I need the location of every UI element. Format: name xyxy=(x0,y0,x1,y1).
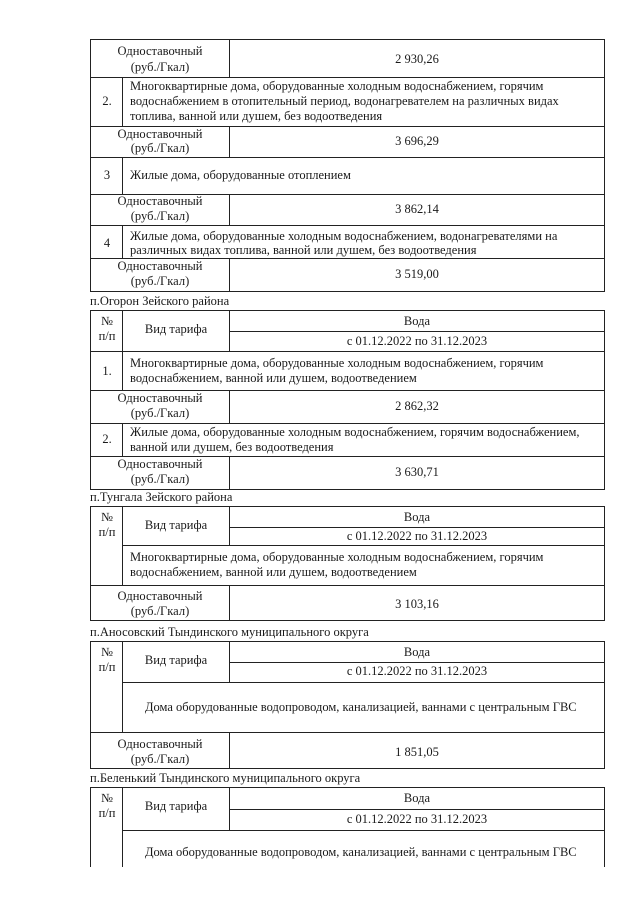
header-service: Вода xyxy=(403,510,431,524)
header-tariff-type: Вид тарифа xyxy=(144,653,208,667)
section-title: п.Аносовский Тындинского муниципального округа xyxy=(90,625,369,639)
unit-label-l1: Одноставочный xyxy=(117,127,203,141)
unit-label-l2: (руб./Гкал) xyxy=(130,604,190,618)
header-number: № xyxy=(101,510,113,524)
row-description: водоснабжением, ванной или душем, водоотведением xyxy=(130,371,417,385)
header-tariff-type: Вид тарифа xyxy=(144,322,208,336)
header-number: № xyxy=(101,314,113,328)
unit-label-l2: (руб./Гкал) xyxy=(130,141,190,155)
row-description: Жилые дома, оборудованные холодным водоснабжением, водонагревателями на xyxy=(130,229,558,243)
header-number: № xyxy=(101,791,113,805)
row-description: водоснабжением в отопительный период, водонагревателем на различных видах xyxy=(130,94,559,108)
header-number: п/п xyxy=(98,525,116,539)
unit-label-l1: Одноставочный xyxy=(117,44,203,58)
row-description: водоснабжением, ванной или душем, водоотведением xyxy=(130,565,417,579)
row-number: 3 xyxy=(103,168,111,182)
row-number: 1. xyxy=(102,364,112,378)
header-tariff-type: Вид тарифа xyxy=(144,799,208,813)
unit-label-l1: Одноставочный xyxy=(117,391,203,405)
header-tariff-type: Вид тарифа xyxy=(144,518,208,532)
row-description: Многоквартирные дома, оборудованные холодным водоснабжением, горячим xyxy=(130,79,544,93)
unit-label-l2: (руб./Гкал) xyxy=(130,274,190,288)
row-description: Жилые дома, оборудованные отоплением xyxy=(130,168,351,182)
row-description: различных видах топлива, ванной или душем, без водоотведения xyxy=(130,243,477,257)
tariff-value: 3 103,16 xyxy=(395,597,439,611)
header-number: п/п xyxy=(98,660,116,674)
header-service: Вода xyxy=(403,791,431,805)
unit-label-l1: Одноставочный xyxy=(117,457,203,471)
header-service: Вода xyxy=(403,645,431,659)
header-service: Вода xyxy=(403,314,431,328)
unit-label-l2: (руб./Гкал) xyxy=(130,406,190,420)
unit-label-l1: Одноставочный xyxy=(117,737,203,751)
unit-label-l1: Одноставочный xyxy=(117,194,203,208)
section-title: п.Огорон Зейского района xyxy=(90,294,230,308)
tariff-value: 3 630,71 xyxy=(395,465,439,479)
row-number: 2. xyxy=(102,432,112,446)
row-description: Жилые дома, оборудованные холодным водоснабжением, горячим водоснабжением, xyxy=(130,425,580,439)
tariff-value: 2 930,26 xyxy=(395,52,439,66)
row-description: Многоквартирные дома, оборудованные холодным водоснабжением, горячим xyxy=(130,356,544,370)
unit-label-l2: (руб./Гкал) xyxy=(130,752,190,766)
tariff-value: 1 851,05 xyxy=(395,745,439,759)
row-description: Многоквартирные дома, оборудованные холодным водоснабжением, горячим xyxy=(130,550,544,564)
row-description: ванной или душем, без водоотведения xyxy=(130,440,334,454)
tariff-value: 3 862,14 xyxy=(395,202,439,216)
unit-label-l2: (руб./Гкал) xyxy=(130,209,190,223)
row-number: 4 xyxy=(103,236,111,250)
header-period: с 01.12.2022 по 31.12.2023 xyxy=(346,334,488,348)
row-description: Дома оборудованные водопроводом, канализацией, ваннами с центральным ГВС xyxy=(145,845,577,859)
tariff-value: 2 862,32 xyxy=(395,399,439,413)
unit-label-l2: (руб./Гкал) xyxy=(130,472,190,486)
row-description: топлива, ванной или душем, без водоотведения xyxy=(130,109,383,123)
section-title: п.Беленький Тындинского муниципального округа xyxy=(90,771,361,785)
unit-label-l1: Одноставочный xyxy=(117,259,203,273)
tariff-value: 3 519,00 xyxy=(395,267,439,281)
header-number: № xyxy=(101,645,113,659)
tariff-value: 3 696,29 xyxy=(395,134,439,148)
header-number: п/п xyxy=(98,806,116,820)
header-number: п/п xyxy=(98,329,116,343)
header-period: с 01.12.2022 по 31.12.2023 xyxy=(346,812,488,826)
unit-label-l1: Одноставочный xyxy=(117,589,203,603)
row-description: Дома оборудованные водопроводом, канализацией, ваннами с центральным ГВС xyxy=(145,700,577,714)
row-number: 2. xyxy=(102,94,112,108)
header-period: с 01.12.2022 по 31.12.2023 xyxy=(346,529,488,543)
header-period: с 01.12.2022 по 31.12.2023 xyxy=(346,664,488,678)
section-title: п.Тунгала Зейского района xyxy=(90,490,233,504)
unit-label-l2: (руб./Гкал) xyxy=(130,60,190,74)
